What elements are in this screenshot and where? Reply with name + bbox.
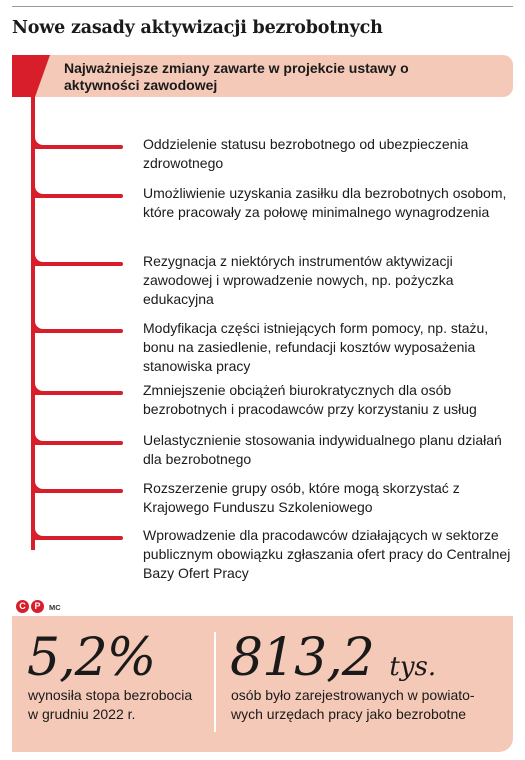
- list-item: Oddzielenie statusu bezrobotnego od ubezpieczenia zdrowotnego: [143, 136, 469, 171]
- list-item: Rozszerzenie grupy osób, które mogą skorzystać z Krajowego Funduszu Szkoleniowego: [143, 480, 460, 515]
- list-item: Zmniejszenie obciążeń biurokratycznych dla osób bezrobotnych i pracodawców przy korzystaniu z usług: [143, 382, 477, 417]
- author-credit: MC: [49, 603, 61, 612]
- list-item: Umożliwienie uzyskania zasiłku dla bezrobotnych osobom, które pracowały za połowę minimalnego wynagrodzenia: [143, 185, 507, 220]
- stat-value-unemployment-rate: 5,2%: [27, 628, 156, 688]
- publisher-logos: [16, 600, 44, 613]
- stats-divider: [214, 632, 216, 732]
- list-item: Modyfikacja części istniejących form pomocy, np. stażu, bonu na zasiedlenie, refundacji kosztów wyposażenia stanowiska pracy: [143, 320, 489, 374]
- stat-desc-unemployment-rate: wynosiła stopa bezrobocia w grudniu 2022 r.: [28, 687, 193, 722]
- list-item: Wprowadzenie dla pracodawców działających w sektorze publicznym obowiązku zgłaszania ofert pracy do Centralnej Bazy Ofert Pracy: [143, 527, 511, 581]
- p-logo-icon: P: [31, 600, 44, 613]
- header-text: Najważniejsze zmiany zawarte w projekcie ustawy o aktywności zawodowej: [64, 60, 409, 93]
- top-rule: [12, 6, 513, 7]
- stat-desc-registered: osób było zarejestrowanych w powiato- wych urzędach pracy jako bezrobotne: [231, 687, 475, 722]
- red-flag-marker: [12, 55, 52, 97]
- page-title: Nowe zasady aktywizacji bezrobotnych: [12, 18, 383, 38]
- list-item: Rezygnacja z niektórych instrumentów aktywizacji zawodowej i wprowadzenie nowych, np. pożyczka edukacyjna: [143, 253, 454, 307]
- stat-unit: tys.: [389, 652, 437, 682]
- c-logo-icon: C: [16, 600, 29, 613]
- stat-value-registered: 813,2 tys.: [230, 628, 437, 688]
- list-item: Uelastycznienie stosowania indywidualnego planu działań dla bezrobotnego: [143, 432, 502, 467]
